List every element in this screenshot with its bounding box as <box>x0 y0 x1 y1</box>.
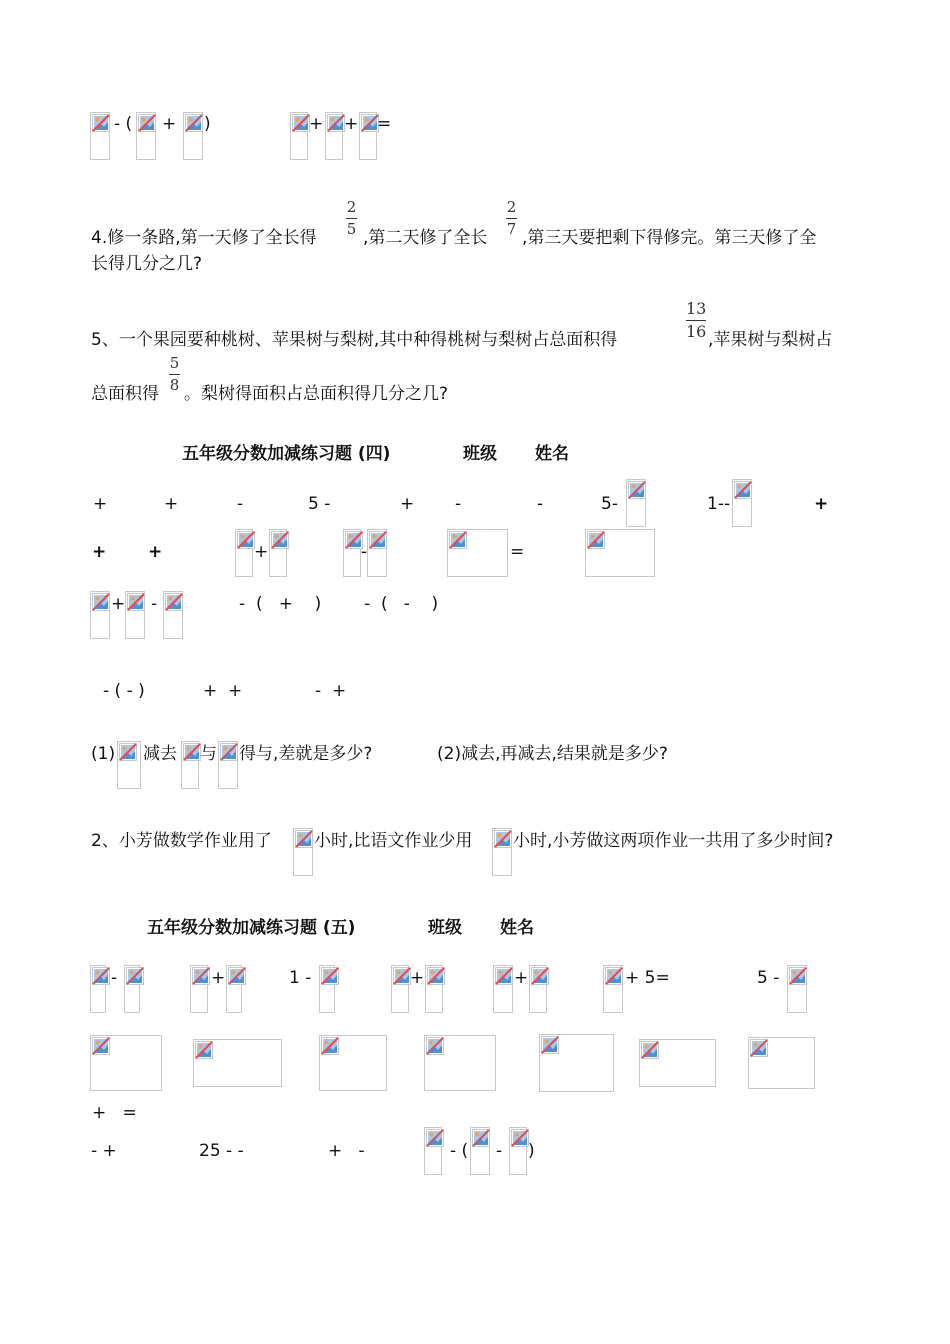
question-text: 。梨树得面积占总面积得几分之几? <box>184 384 449 404</box>
broken-image-icon <box>295 830 313 848</box>
question-text: ,苹果树与梨树占 <box>708 330 833 350</box>
broken-image-icon <box>531 967 549 985</box>
expression-text: - ( + ) <box>239 594 322 614</box>
image-placeholder <box>539 1034 614 1092</box>
image-placeholder <box>585 529 655 577</box>
broken-image-icon <box>237 531 255 549</box>
image-placeholder <box>391 965 409 1013</box>
question-text: 2、小芳做数学作业用了 <box>91 831 272 851</box>
expression-text: 5- <box>601 494 618 514</box>
broken-image-icon <box>92 114 110 132</box>
fraction-denominator: 16 <box>686 322 707 341</box>
broken-image-icon <box>495 967 513 985</box>
image-placeholder <box>367 529 387 577</box>
operator: + <box>211 968 226 988</box>
question-text: ,第三天要把剩下得修完。第三天修了全 <box>522 228 817 248</box>
broken-image-icon <box>628 481 646 499</box>
fraction-bar <box>169 374 180 375</box>
image-placeholder <box>325 112 343 160</box>
image-placeholder <box>290 112 308 160</box>
broken-image-icon <box>789 967 807 985</box>
expression-text: - ( <box>450 1141 469 1161</box>
broken-image-icon <box>472 1129 490 1147</box>
class-label: 班级 <box>463 444 497 464</box>
image-placeholder <box>470 1127 490 1175</box>
expression-text: 5 - <box>757 968 780 988</box>
operator: + <box>400 494 415 514</box>
broken-image-icon <box>494 830 512 848</box>
broken-image-icon <box>138 114 156 132</box>
image-placeholder <box>529 965 547 1013</box>
operator: + <box>514 968 529 988</box>
image-placeholder <box>117 741 141 789</box>
image-placeholder <box>509 1127 527 1175</box>
broken-image-icon <box>127 593 145 611</box>
operator: + <box>148 542 163 562</box>
broken-image-icon <box>271 531 289 549</box>
broken-image-icon <box>641 1041 659 1059</box>
broken-image-icon <box>511 1129 529 1147</box>
fraction <box>506 200 517 237</box>
operator: + <box>92 542 107 562</box>
fraction-bar <box>506 218 517 219</box>
expression-text: + - <box>328 1141 365 1161</box>
expression-text: ) <box>528 1141 535 1161</box>
image-placeholder <box>343 529 361 577</box>
operator: + <box>814 494 829 514</box>
fraction-denominator: 8 <box>169 376 180 394</box>
image-placeholder <box>319 1035 387 1091</box>
image-placeholder <box>492 828 512 876</box>
broken-image-icon <box>734 481 752 499</box>
broken-image-icon <box>192 967 210 985</box>
image-placeholder <box>235 529 253 577</box>
broken-image-icon <box>427 967 445 985</box>
image-placeholder <box>181 741 199 789</box>
broken-image-icon <box>327 114 345 132</box>
expression-text: + 5= <box>625 968 670 988</box>
operator: + <box>254 542 269 562</box>
name-label: 姓名 <box>500 918 534 938</box>
image-placeholder <box>124 965 140 1013</box>
image-placeholder <box>424 1035 496 1091</box>
fraction-bar <box>346 218 357 219</box>
broken-image-icon <box>750 1039 768 1057</box>
question-text: (1) <box>91 744 116 764</box>
broken-image-icon <box>92 1037 110 1055</box>
broken-image-icon <box>426 1129 444 1147</box>
expression-text: - ( <box>114 114 133 134</box>
question-text: 4.修一条路,第一天修了全长得 <box>91 228 317 248</box>
image-placeholder <box>639 1039 716 1087</box>
operator: - <box>361 542 368 562</box>
broken-image-icon <box>292 114 310 132</box>
broken-image-icon <box>92 593 110 611</box>
operator: - <box>111 968 118 988</box>
question-text: 长得几分之几? <box>91 254 203 274</box>
broken-image-icon <box>119 743 137 761</box>
fraction <box>346 200 357 237</box>
fraction-bar <box>686 320 706 321</box>
image-placeholder <box>603 965 623 1013</box>
broken-image-icon <box>426 1037 444 1055</box>
fraction-numerator: 2 <box>346 198 357 216</box>
image-placeholder <box>319 965 335 1013</box>
fraction <box>686 301 706 340</box>
image-placeholder <box>424 1127 442 1175</box>
expression-text: - ( - ) <box>103 681 145 701</box>
operator: + <box>410 968 425 988</box>
operator: - <box>237 494 244 514</box>
expression-text: + <box>309 114 324 134</box>
broken-image-icon <box>185 114 203 132</box>
image-placeholder <box>293 828 313 876</box>
image-placeholder <box>787 965 807 1013</box>
class-label: 班级 <box>428 918 462 938</box>
broken-image-icon <box>126 967 144 985</box>
expression-text: 25 - - <box>199 1141 244 1161</box>
question-text: ,第二天修了全长 <box>363 228 488 248</box>
broken-image-icon <box>183 743 201 761</box>
operator: + <box>164 494 179 514</box>
broken-image-icon <box>165 593 183 611</box>
fraction <box>169 356 180 393</box>
operator: 5 - <box>308 494 331 514</box>
broken-image-icon <box>449 531 467 549</box>
question-text: 得与,差就是多少? <box>239 744 373 764</box>
fraction-numerator: 5 <box>169 354 180 372</box>
image-placeholder <box>183 112 203 160</box>
image-placeholder <box>748 1037 815 1089</box>
question-text: (2)减去,再减去,结果就是多少? <box>437 744 668 764</box>
expression-text: - + <box>315 681 347 701</box>
broken-image-icon <box>605 967 623 985</box>
expression-text: ) <box>204 114 211 134</box>
image-placeholder <box>90 591 110 639</box>
image-placeholder <box>125 591 145 639</box>
expression-text: + + <box>203 681 243 701</box>
expression-text: 1 - <box>289 968 312 988</box>
image-placeholder <box>732 479 752 527</box>
expression-text: 1-- <box>707 494 731 514</box>
image-placeholder <box>218 741 238 789</box>
question-text: 小时,比语文作业少用 <box>314 831 473 851</box>
expression-text: - + <box>91 1141 117 1161</box>
section-title: 五年级分数加减练习题 (四) <box>182 444 391 464</box>
image-placeholder <box>359 112 377 160</box>
image-placeholder <box>626 479 646 527</box>
image-placeholder <box>447 529 508 577</box>
broken-image-icon <box>228 967 246 985</box>
broken-image-icon <box>541 1036 559 1054</box>
broken-image-icon <box>369 531 387 549</box>
image-placeholder <box>90 112 110 160</box>
operator: - <box>455 494 462 514</box>
expression-text: + <box>344 114 359 134</box>
question-text: 减去 <box>143 744 177 764</box>
image-placeholder <box>90 1035 162 1091</box>
question-text: 5、一个果园要种桃树、苹果树与梨树,其中种得桃树与梨树占总面积得 <box>91 330 618 350</box>
expression-text: + <box>162 114 177 134</box>
image-placeholder <box>193 1039 282 1087</box>
image-placeholder <box>493 965 513 1013</box>
expression-text: + = <box>92 1103 137 1123</box>
question-text: 总面积得 <box>91 384 159 404</box>
broken-image-icon <box>393 967 411 985</box>
image-placeholder <box>269 529 287 577</box>
fraction-denominator: 5 <box>346 220 357 238</box>
name-label: 姓名 <box>535 444 569 464</box>
section-title: 五年级分数加减练习题 (五) <box>147 918 356 938</box>
operator: + <box>111 594 126 614</box>
operator: + <box>93 494 108 514</box>
operator: = <box>510 542 525 562</box>
question-text: 小时,小芳做这两项作业一共用了多少时间? <box>513 831 834 851</box>
expression-text: - ( - ) <box>364 594 439 614</box>
image-placeholder <box>163 591 183 639</box>
fraction-denominator: 7 <box>506 220 517 238</box>
operator: - <box>537 494 544 514</box>
image-placeholder <box>226 965 242 1013</box>
question-text: 与 <box>200 744 217 764</box>
expression-text: = <box>377 114 392 134</box>
fraction-numerator: 2 <box>506 198 517 216</box>
fraction-numerator: 13 <box>686 299 707 318</box>
image-placeholder <box>136 112 156 160</box>
operator: - <box>151 594 158 614</box>
broken-image-icon <box>321 1037 339 1055</box>
operator: - <box>496 1141 503 1161</box>
image-placeholder <box>190 965 208 1013</box>
image-placeholder <box>90 965 106 1013</box>
image-placeholder <box>425 965 443 1013</box>
broken-image-icon <box>587 531 605 549</box>
broken-image-icon <box>92 967 110 985</box>
broken-image-icon <box>321 967 339 985</box>
broken-image-icon <box>195 1041 213 1059</box>
broken-image-icon <box>220 743 238 761</box>
